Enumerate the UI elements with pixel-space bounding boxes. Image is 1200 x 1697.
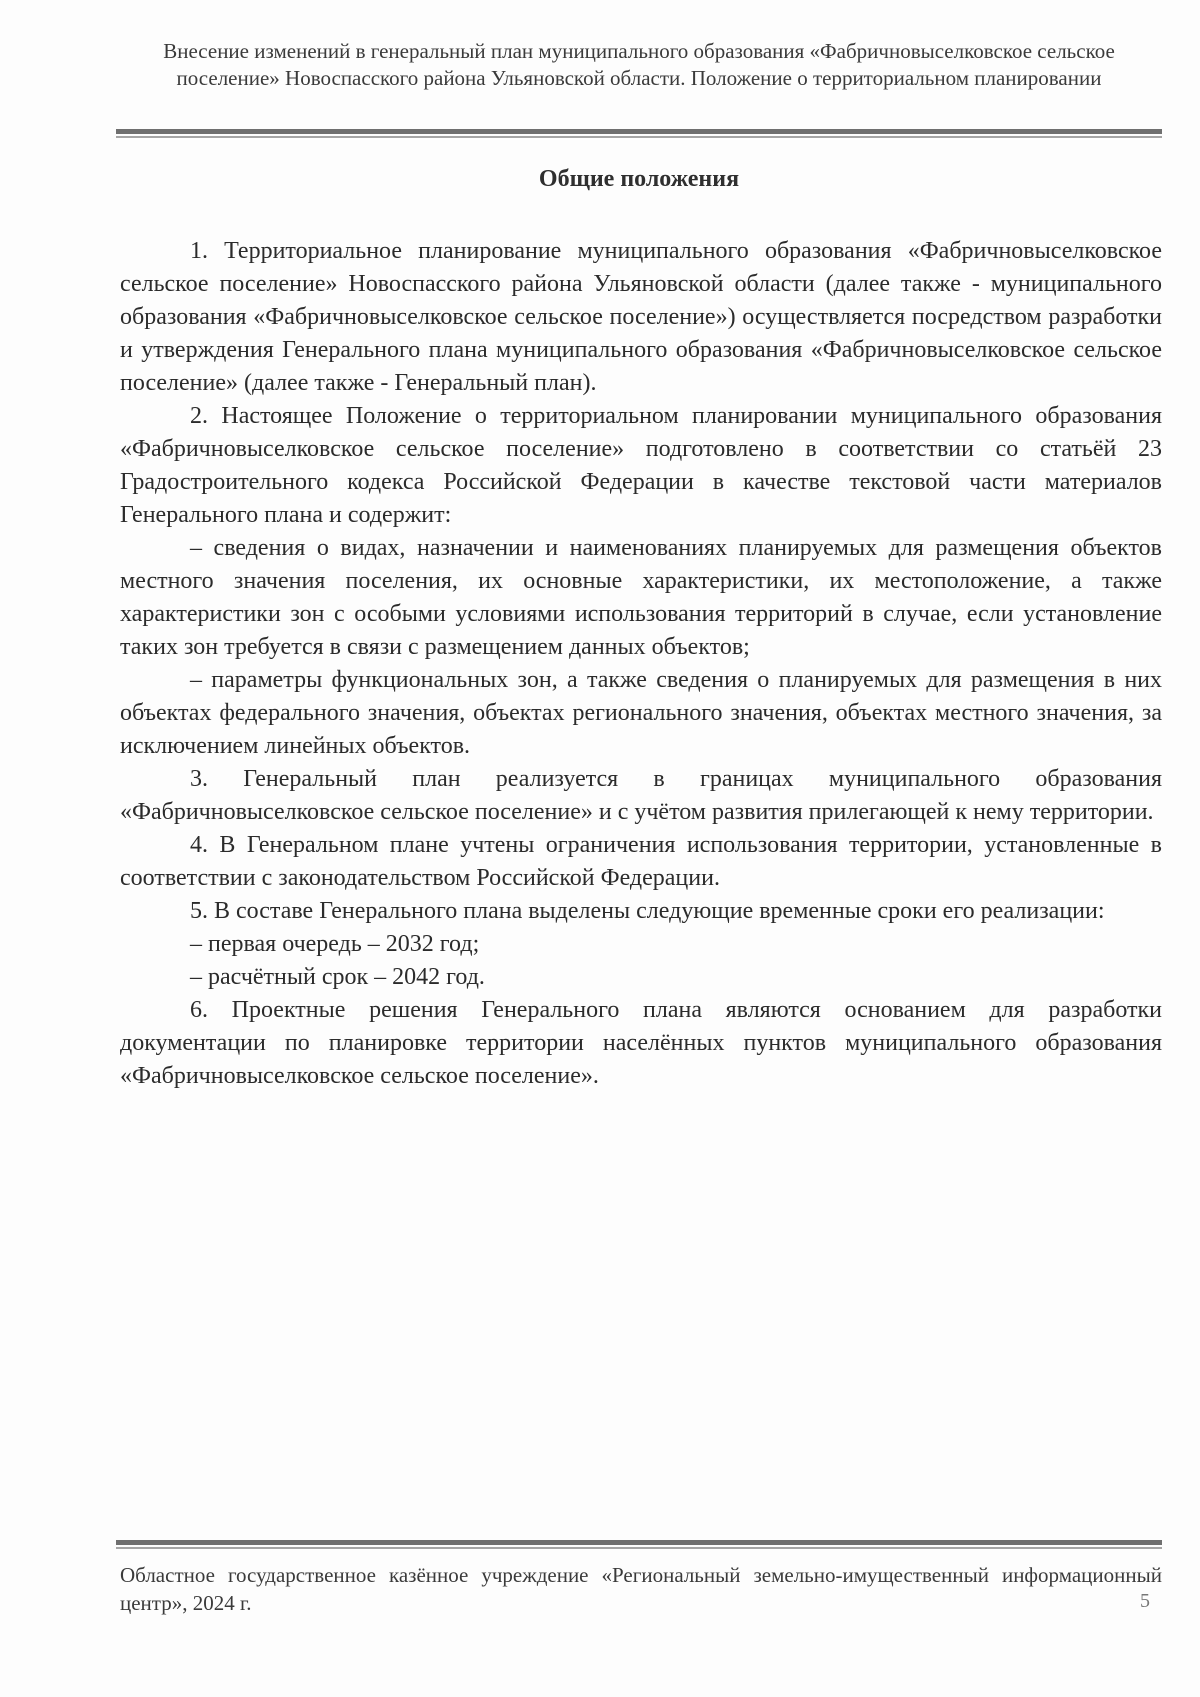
paragraph-5-bullet-1: – первая очередь – 2032 год;: [190, 931, 480, 957]
footer-rule: [116, 1540, 1162, 1545]
document-header: Внесение изменений в генеральный план муниципального образования «Фабричновыселковское сельское поселение» Новоспасского района Ульяновской области. Положение о территориальном планировании: [163, 39, 1115, 90]
paragraph-5-bullet-2: – расчётный срок – 2042 год.: [190, 964, 485, 990]
document-footer: Областное государственное казённое учреждение «Региональный земельно-имущественный информационный центр», 2024 г.: [120, 1563, 1162, 1615]
document-body: [120, 235, 1162, 1093]
paragraph-6: 6. Проектные решения Генерального плана являются основанием для разработки документации по планировке территории населённых пунктов муниципального образования «Фабричновыселковское сельское поселение».: [120, 997, 1162, 1089]
footer-rule-thin: [116, 1547, 1162, 1549]
paragraph-5: 5. В составе Генерального плана выделены следующие временные сроки его реализации:: [190, 898, 1105, 924]
paragraph-2-bullet-2: – параметры функциональных зон, а также сведения о планируемых для размещения в них объектах федерального значения, объектах регионального значения, объектах местного значения, за исключением линейных объектов.: [120, 667, 1162, 759]
paragraph-4: 4. В Генеральном плане учтены ограничения использования территории, установленные в соответствии с законодательством Российской Федерации.: [120, 832, 1162, 891]
paragraph-3: 3. Генеральный план реализуется в границах муниципального образования «Фабричновыселковское сельское поселение» и с учётом развития прилегающей к нему территории.: [120, 766, 1162, 825]
header-rule: [116, 129, 1162, 134]
page-number: 5: [1140, 1590, 1150, 1612]
paragraph-2: 2. Настоящее Положение о территориальном планировании муниципального образования «Фабричновыселковское сельское поселение» подготовлено в соответствии со статьёй 23 Градостроительного кодекса Российской Федерации в качестве текстовой части материалов Генерального плана и содержит:: [120, 403, 1162, 528]
paragraph-1: 1. Территориальное планирование муниципального образования «Фабричновыселковское сельское поселение» Новоспасского района Ульяновской области (далее также - муниципального образования «Фабричновыселковское сельское поселение») осуществляется посредством разработки и утверждения Генерального плана муниципального образования «Фабричновыселковское сельское поселение» (далее также - Генеральный план).: [120, 238, 1162, 396]
paragraph-2-bullet-1: – сведения о видах, назначении и наименованиях планируемых для размещения объектов местного значения поселения, их основные характеристики, их местоположение, а также характеристики зон с особыми условиями использования территорий в случае, если установление таких зон требуется в связи с размещением данных объектов;: [120, 535, 1162, 660]
section-title: Общие положения: [538, 166, 740, 192]
header-rule-thin: [116, 136, 1162, 138]
